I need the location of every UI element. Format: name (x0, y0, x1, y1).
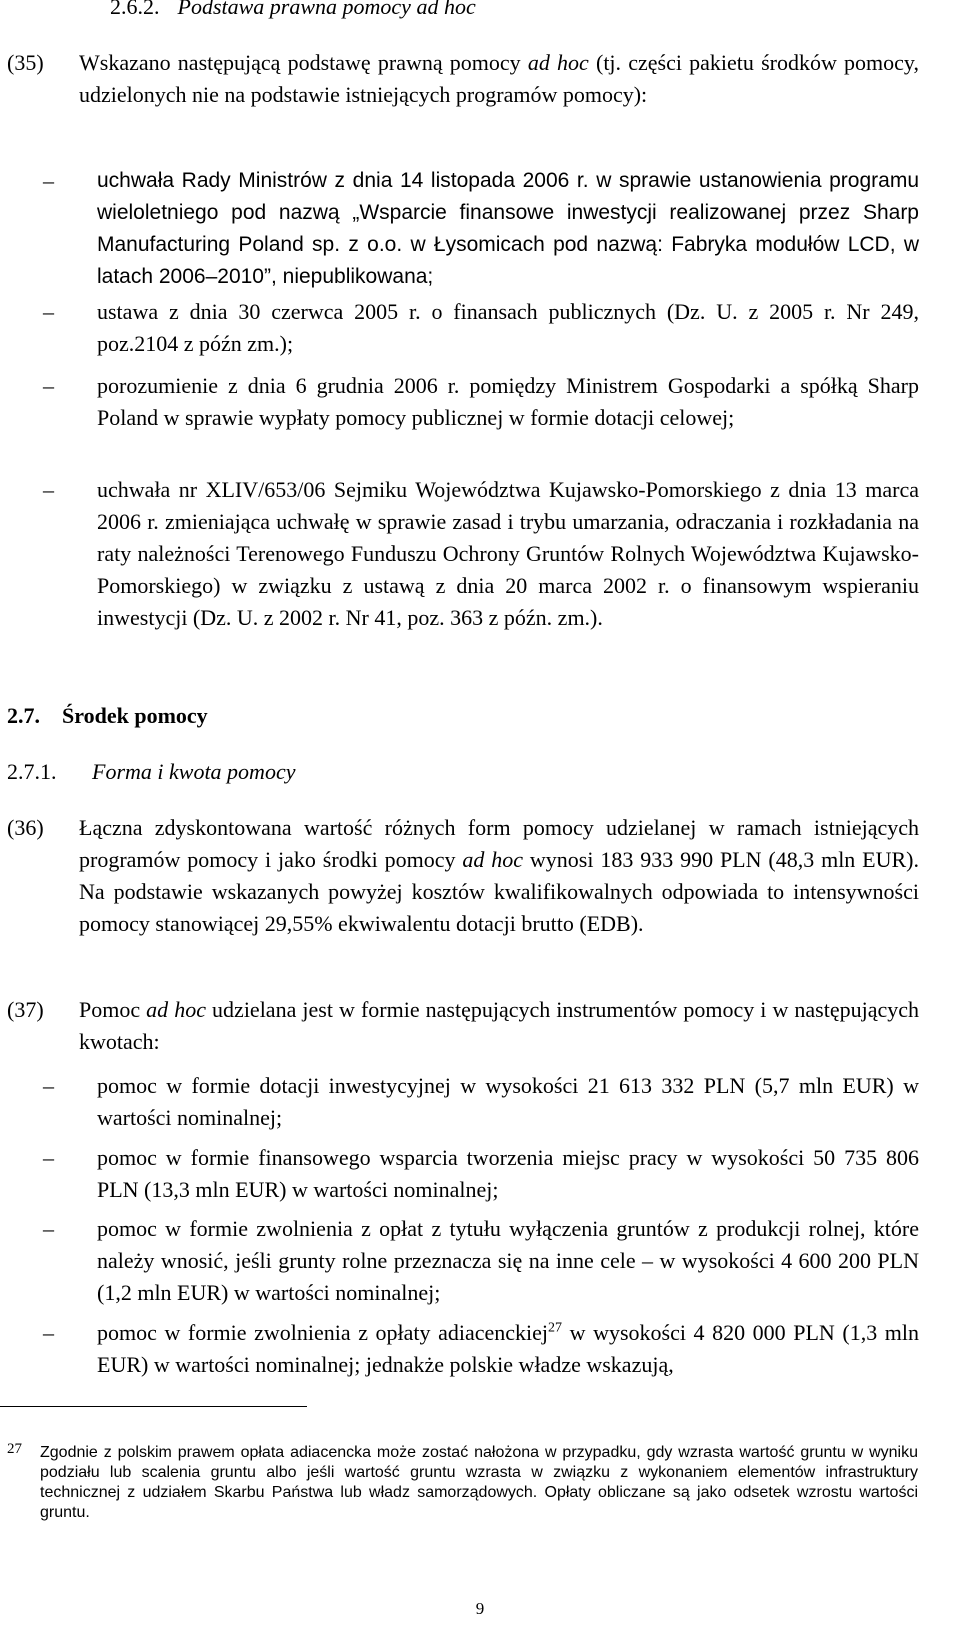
subsection-title: Podstawa prawna pomocy ad hoc (177, 0, 476, 19)
list-item-text: porozumienie z dnia 6 grudnia 2006 r. pomiędzy Ministrem Gospodarki a spółką Sharp Poland w sprawie wypłaty pomocy publicznej w formie dotacji celowej; (97, 373, 919, 430)
dash-marker: – (43, 1145, 54, 1170)
dash-marker: – (43, 1073, 54, 1098)
list-item-text: pomoc w formie finansowego wsparcia tworzenia miejsc pracy w wysokości 50 735 806 PLN (13,3 mln EUR) w wartości nominalnej; (97, 1145, 919, 1202)
subsection-number: 2.7.1. (7, 759, 57, 784)
text-segment: Łączna zdyskontowana wartość różnych form pomocy udzielanej w ramach istniejących programów pomocy i jako środki pomocy (79, 815, 919, 872)
section-number: 2.7. (7, 703, 40, 728)
dash-marker: – (43, 168, 54, 193)
subsection-title: Forma i kwota pomocy (92, 759, 296, 784)
paragraph-text (79, 812, 919, 940)
list-item-text (97, 1317, 919, 1381)
text-segment: wynosi 183 933 990 PLN (48,3 mln EUR). Na podstawie wskazanych powyżej kosztów kwalifikowalnych odpowiada to intensywności pomocy stanowiącej 29,55% ekwiwalentu dotacji brutto (EDB). (79, 847, 919, 936)
list-item-text: uchwała nr XLIV/653/06 Sejmiku Województwa Kujawsko-Pomorskiego z dnia 13 marca 2006 r. zmieniająca uchwałę w sprawie zasad i trybu umarzania, odraczania i rozkładania na raty należności Terenowego Funduszu Ochrony Gruntów Rolnych Województwa Kujawsko-Pomorskiego) w związku z ustawą z dnia 20 marca 2002 r. o finansowym wspieraniu inwestycji (Dz. U. z 2002 r. Nr 41, poz. 363 z późn. zm.). (97, 477, 919, 630)
dash-marker: – (43, 1216, 54, 1241)
dash-marker: – (43, 1320, 54, 1345)
section-title: Środek pomocy (62, 703, 208, 728)
text-segment: udzielana jest w formie następujących instrumentów pomocy i w następujących kwotach: (79, 997, 919, 1054)
text-segment: w wysokości 4 820 000 PLN (1,3 mln EUR) w wartości nominalnej; jednakże polskie władze wskazują, (97, 1320, 920, 1377)
paragraph-text (79, 47, 919, 111)
subsection-heading-2-7-1 (7, 757, 295, 787)
subsection-number: 2.6.2. (110, 0, 160, 19)
paragraph-number: (37) (7, 997, 44, 1022)
dash-marker: – (43, 477, 54, 502)
footnote-number: 27 (7, 1441, 22, 1457)
page-number: 9 (475, 1599, 485, 1618)
text-segment: (tj. części pakietu środków pomocy, udzielonych nie na podstawie istniejących programów pomocy): (79, 50, 919, 107)
list-item-text: pomoc w formie zwolnienia z opłat z tytułu wyłączenia gruntów z produkcji rolnej, które należy wnosić, jeśli grunty rolne przeznacza się na inne cele – w wysokości 4 600 200 PLN (1,2 mln EUR) w wartości nominalnej; (97, 1216, 919, 1305)
text-segment: pomoc w formie zwolnienia z opłaty adiacenckiej (97, 1320, 549, 1345)
list-item-text: uchwała Rady Ministrów z dnia 14 listopada 2006 r. w sprawie ustanowienia programu wieloletniego pod nazwą „Wsparcie finansowe inwestycji realizowanej przez Sharp Manufacturing Poland sp. z o.o. w Łysomicach pod nazwą: Fabryka modułów LCD, w latach 2006–2010”, niepublikowana; (97, 169, 919, 288)
text-segment: Pomoc (79, 997, 147, 1022)
footnote-text: Zgodnie z polskim prawem opłata adiacencka może zostać nałożona w przypadku, gdy wzrasta wartość gruntu w wyniku podziału lub scalenia gruntu albo jeśli wartość gruntu wzrasta w związku z wykonaniem elementów infrastruktury technicznej z udziałem Skarbu Państwa lub władz samorządowych. Opłaty obliczane są jako odsetek wzrostu wartości gruntu. (40, 1444, 918, 1521)
italic-text: ad hoc (146, 997, 206, 1022)
dash-marker: – (43, 373, 54, 398)
paragraph-number: (36) (7, 815, 44, 840)
italic-text: ad hoc (462, 847, 524, 872)
subsection-heading-2-6-2 (110, 0, 476, 20)
italic-text: ad hoc (527, 50, 589, 75)
paragraph-text (79, 994, 919, 1058)
list-item-text: pomoc w formie dotacji inwestycyjnej w wysokości 21 613 332 PLN (5,7 mln EUR) w wartości nominalnej; (97, 1073, 919, 1130)
footnote-reference: 27 (548, 1320, 563, 1336)
footnote-separator (0, 1406, 307, 1407)
dash-marker: – (43, 299, 54, 324)
text-segment: Wskazano następującą podstawę prawną pomocy (79, 50, 528, 75)
list-item-text: ustawa z dnia 30 czerwca 2005 r. o finansach publicznych (Dz. U. z 2005 r. Nr 249, poz.2104 z późn zm.); (97, 299, 919, 356)
paragraph-number: (35) (7, 50, 44, 75)
section-heading-2-7 (7, 701, 208, 731)
